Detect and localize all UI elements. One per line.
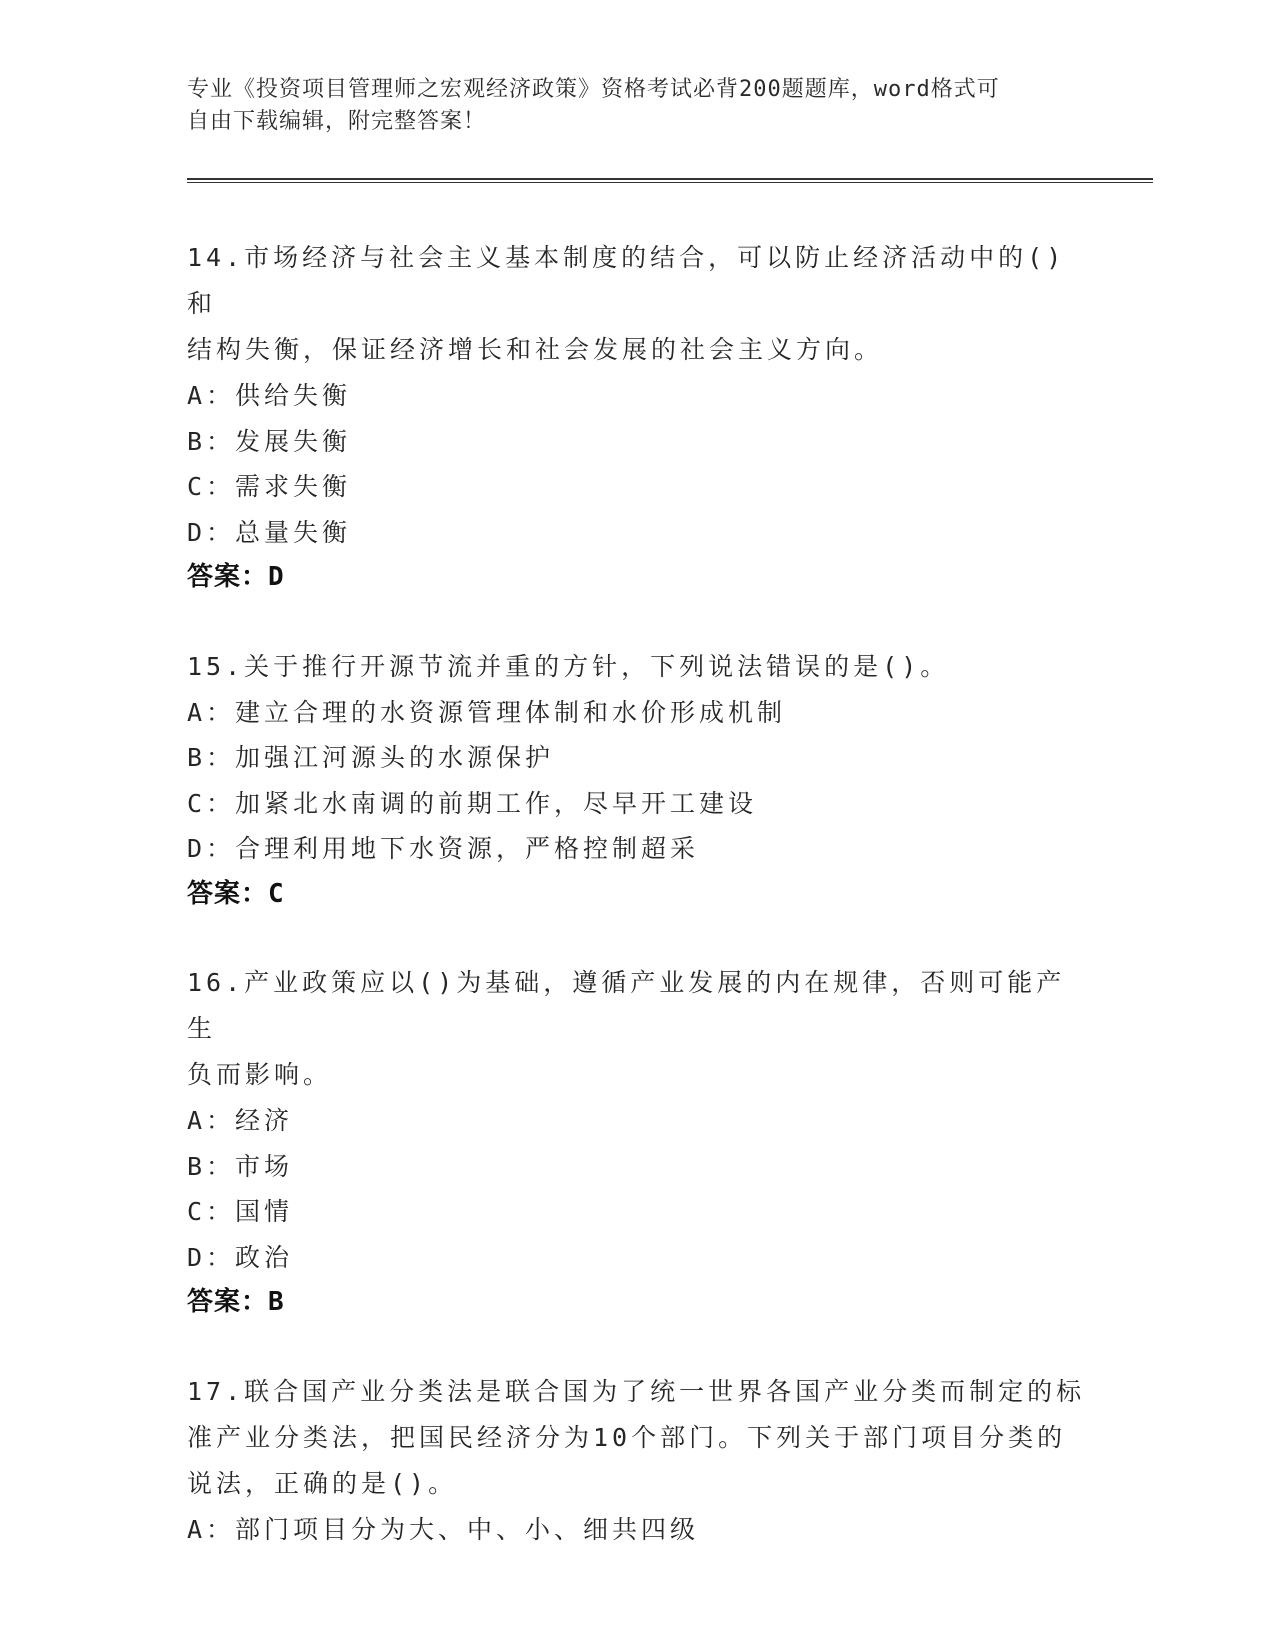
question-list — [187, 235, 1087, 1595]
option-b: B：市场 — [187, 1151, 294, 1181]
question-stem-line: 说法，正确的是()。 — [187, 1468, 458, 1498]
question-16 — [187, 960, 1087, 1326]
question-stem-line: 准产业分类法，把国民经济分为10个部门。下列关于部门项目分类的 — [187, 1422, 1067, 1452]
header-line-1: 专业《投资项目管理师之宏观经济政策》资格考试必背200题题库，word格式可 — [187, 77, 1000, 102]
answer-line: 答案：B — [187, 1287, 285, 1317]
option-b: B：发展失衡 — [187, 426, 352, 456]
option-a: A：建立合理的水资源管理体制和水价形成机制 — [187, 697, 787, 727]
question-stem-line: 结构失衡，保证经济增长和社会发展的社会主义方向。 — [187, 335, 884, 364]
option-a: A：部门项目分为大、中、小、细共四级 — [187, 1514, 700, 1544]
answer-line: 答案：D — [187, 562, 285, 592]
question-14 — [187, 235, 1087, 601]
question-stem-line: 15.关于推行开源节流并重的方针，下列说法错误的是()。 — [187, 651, 950, 681]
option-d: D：政治 — [187, 1242, 294, 1272]
question-stem-line: 14.市场经济与社会主义基本制度的结合，可以防止经济活动中的()和 — [187, 243, 1066, 318]
option-c: C：需求失衡 — [187, 472, 352, 501]
document-header — [187, 74, 1087, 138]
option-c: C：加紧北水南调的前期工作，尽早开工建设 — [187, 788, 758, 818]
header-line-2: 自由下载编辑，附完整答案！ — [187, 109, 487, 134]
option-a: A：经济 — [187, 1106, 294, 1135]
option-d: D：总量失衡 — [187, 517, 352, 547]
question-17 — [187, 1369, 1087, 1553]
option-d: D：合理利用地下水资源，严格控制超采 — [187, 834, 700, 863]
question-stem-line: 负而影响。 — [187, 1060, 333, 1089]
question-stem-line: 17.联合国产业分类法是联合国为了统一世界各国产业分类而制定的标 — [187, 1376, 1086, 1406]
answer-line: 答案：C — [187, 878, 285, 909]
header-divider — [187, 178, 1153, 183]
option-a: A：供给失衡 — [187, 381, 352, 410]
option-c: C：国情 — [187, 1197, 294, 1226]
option-b: B：加强江河源头的水源保护 — [187, 743, 555, 772]
question-15 — [187, 644, 1087, 918]
question-stem-line: 16.产业政策应以()为基础，遵循产业发展的内在规律，否则可能产生 — [187, 968, 1066, 1043]
